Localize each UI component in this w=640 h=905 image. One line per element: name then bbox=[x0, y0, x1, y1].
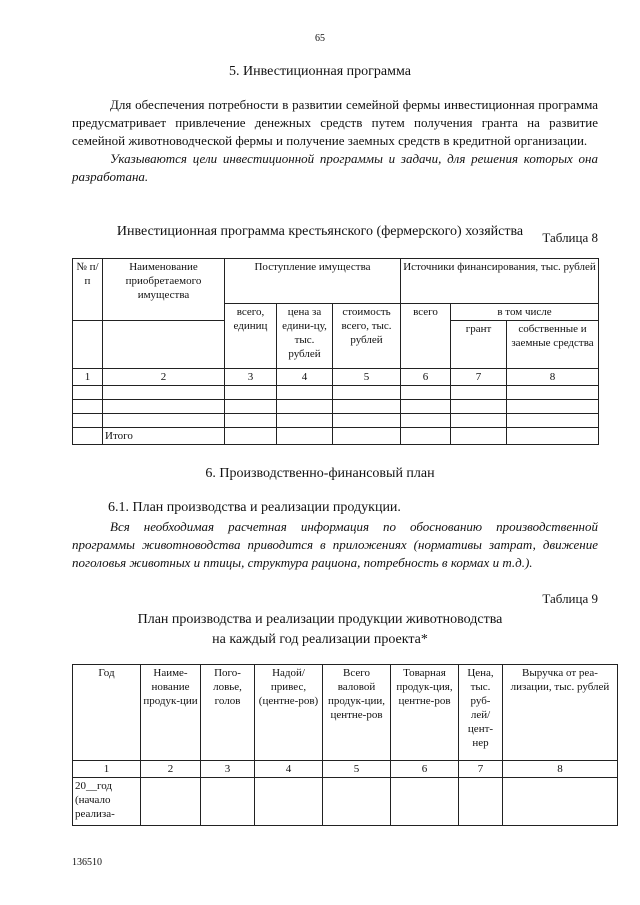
section5-heading: 5. Инвестиционная программа bbox=[229, 64, 411, 79]
table8 bbox=[72, 258, 599, 445]
t8-h-cost: стоимость всего, тыс. рублей bbox=[333, 304, 401, 369]
section5-text: Для обеспечения потребности в развитии семейной фермы инвестиционная программа предусматривает привлечение денежных средств путем получения гранта на развитие семейной животноводческой фермы и получение заемных средств в кредитной организации. bbox=[72, 97, 598, 148]
t8-h-num: № п/п bbox=[73, 259, 103, 321]
t9-h-herd: Пого-ловье, голов bbox=[201, 665, 255, 761]
table-row bbox=[73, 778, 618, 826]
t9-col-6: 6 bbox=[391, 761, 459, 778]
t9-col-7: 7 bbox=[459, 761, 503, 778]
page-number: 65 bbox=[315, 33, 325, 44]
t8-col-2: 2 bbox=[103, 369, 225, 386]
t8-col-4: 4 bbox=[277, 369, 333, 386]
footer-code: 136510 bbox=[72, 857, 102, 868]
section6-heading: 6. Производственно-финансовый план bbox=[205, 466, 435, 481]
section5-note: Указываются цели инвестиционной программы и задачи, для решения которых она разработана. bbox=[72, 151, 598, 184]
t9-h-product: Наиме-нование продук-ции bbox=[141, 665, 201, 761]
t8-h-grant: грант bbox=[451, 321, 507, 369]
section6-note bbox=[72, 518, 598, 572]
t8-h-incl: в том числе bbox=[451, 304, 599, 321]
t9-col-8: 8 bbox=[503, 761, 618, 778]
section5-paragraph bbox=[72, 96, 598, 186]
t9-number-row bbox=[73, 761, 618, 778]
t9-h-commodity: Товарная продук-ция, центне-ров bbox=[391, 665, 459, 761]
t9-h-revenue: Выручка от реа-лизации, тыс. рублей bbox=[503, 665, 618, 761]
t8-number-row bbox=[73, 369, 599, 386]
t9-h-gross: Всего валовой продук-ции, центне-ров bbox=[323, 665, 391, 761]
table-row bbox=[73, 386, 599, 400]
t9-h-yield: Надой/ привес, (центне-ров) bbox=[255, 665, 323, 761]
t9-col-3: 3 bbox=[201, 761, 255, 778]
t8-col-6: 6 bbox=[401, 369, 451, 386]
t9-h-year: Год bbox=[73, 665, 141, 761]
table8-title: Инвестиционная программа крестьянского (фермерского) хозяйства bbox=[116, 224, 524, 239]
table-row bbox=[73, 400, 599, 414]
t9-h-price: Цена, тыс. руб-лей/ цент-нер bbox=[459, 665, 503, 761]
t8-blank-a bbox=[73, 321, 103, 369]
t8-col-8: 8 bbox=[507, 369, 599, 386]
t8-h-price: цена за едини-цу, тыс. рублей bbox=[277, 304, 333, 369]
t8-h-total: всего bbox=[401, 304, 451, 369]
t8-h-qty: всего, единиц bbox=[225, 304, 277, 369]
t9-col-2: 2 bbox=[141, 761, 201, 778]
t8-col-1: 1 bbox=[73, 369, 103, 386]
t8-h-receipt: Поступление имущества bbox=[225, 259, 401, 304]
t8-h-own: собственные и заемные средства bbox=[507, 321, 599, 369]
t9-col-1: 1 bbox=[73, 761, 141, 778]
t9-col-4: 4 bbox=[255, 761, 323, 778]
t9-header-row bbox=[73, 665, 618, 761]
section6-note-text: Вся необходимая расчетная информация по обоснованию производственной программы животноводства приводится в приложениях (нормативы затрат, движение поголовья животных и птицы, структура рациона, потребность в кормах и т.д.). bbox=[72, 519, 598, 570]
t8-col-3: 3 bbox=[225, 369, 277, 386]
t8-blank-b bbox=[103, 321, 225, 369]
section6-sub: 6.1. План производства и реализации продукции. bbox=[108, 500, 401, 515]
t8-total-label: Итого bbox=[103, 428, 225, 445]
table-row bbox=[73, 414, 599, 428]
t9-year-label: 20__год (начало реализа- bbox=[73, 778, 141, 826]
t8-col-7: 7 bbox=[451, 369, 507, 386]
table9 bbox=[72, 664, 618, 826]
table9-label: Таблица 9 bbox=[542, 591, 598, 606]
t9-col-5: 5 bbox=[323, 761, 391, 778]
t8-col-5: 5 bbox=[333, 369, 401, 386]
t8-total-row bbox=[73, 428, 599, 445]
table9-title-line2: на каждый год реализации проекта* bbox=[212, 632, 428, 647]
table8-label: Таблица 8 bbox=[542, 230, 598, 245]
table9-title-line1: План производства и реализации продукции животноводства bbox=[137, 612, 503, 627]
t8-h-sources: Источники финансирования, тыс. рублей bbox=[401, 259, 599, 304]
t8-h-name: Наименование приобретаемого имущества bbox=[103, 259, 225, 321]
